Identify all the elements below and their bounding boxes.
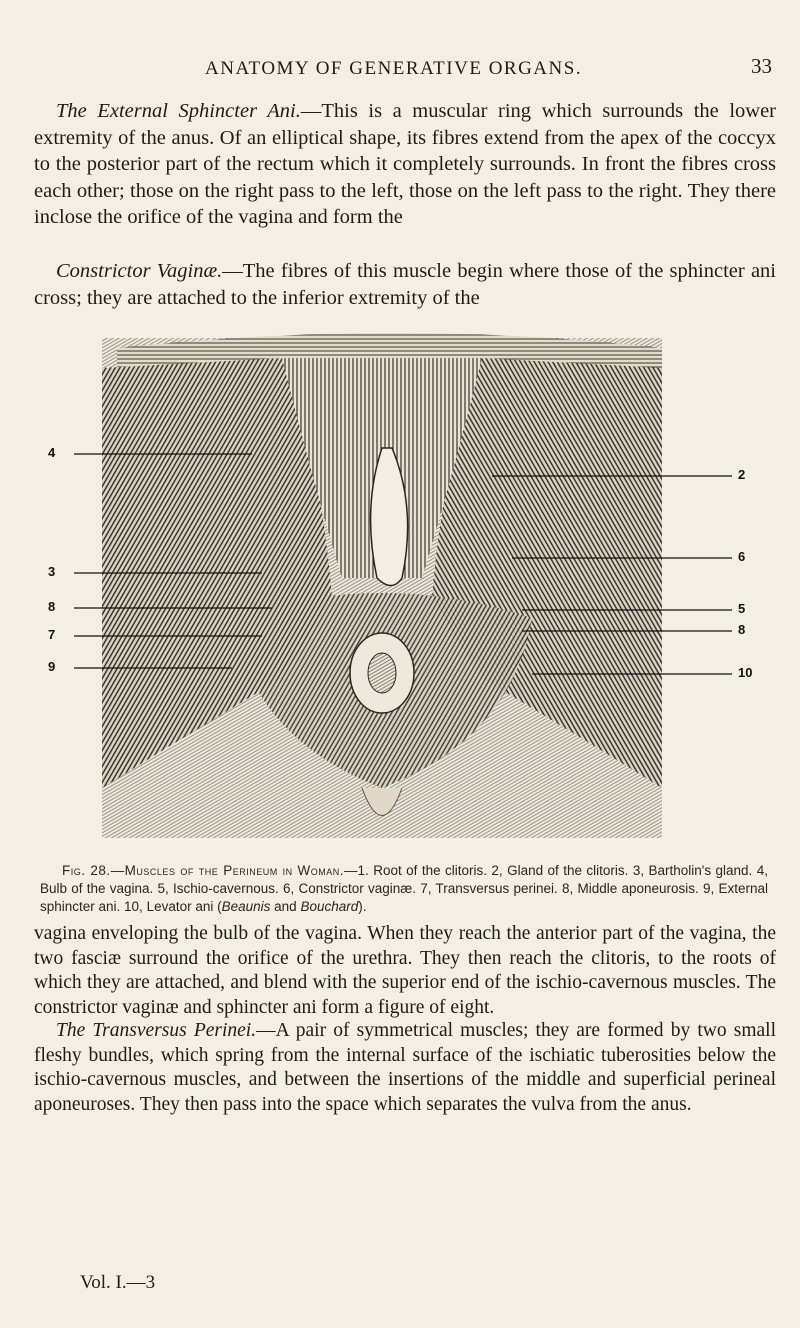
- figure-label-4: 4: [48, 445, 56, 460]
- figure-label-3: 3: [48, 564, 56, 579]
- figure-caption: [40, 862, 768, 916]
- figure-label-10: 10: [738, 665, 753, 680]
- paragraph-transversus-perinei: [34, 1019, 776, 1117]
- term-sphincter-ani: The External Sphincter Ani.: [56, 100, 301, 122]
- figure-label-6: 6: [738, 549, 746, 564]
- figure-label-2: 2: [738, 467, 746, 482]
- caption-credit-end: ).: [358, 899, 367, 914]
- page-header: [0, 54, 800, 88]
- running-head: ANATOMY OF GENERATIVE ORGANS.: [205, 58, 583, 79]
- figure-label-7: 7: [48, 627, 56, 642]
- caption-figure-id: Fig. 28.—Muscles of the Perineum in Woman.: [62, 863, 345, 878]
- caption-credit-1: Beaunis: [221, 899, 271, 914]
- caption-body: —1. Root of the clitoris. 2, Gland of the clitoris. 3, Bartholin's gland. 4, Bulb of the vagina. 5, Ischio-cavernous. 6, Constrictor vaginæ. 7, Transversus perinei. 8, Middle aponeurosis. 9, External sphincter ani. 10, Levator ani (: [40, 863, 768, 914]
- figure-label-9: 9: [48, 659, 56, 674]
- figure-label-8-left: 8: [48, 599, 56, 614]
- paragraph-text: —This is a muscular ring which surrounds the lower extremity of the anus. Of an elliptical shape, its fibres extend from the apex of the coccyx to the posterior part of the rectum which it completely surrounds. In front the fibres cross each other; those on the right pass to the left, those on the left pass to the right. They there inclose the orifice of the vagina and form the: [34, 100, 776, 228]
- term-constrictor-vaginae: Constrictor Vaginæ.: [56, 260, 223, 282]
- paragraph-text: vagina enveloping the bulb of the vagina. When they reach the anterior part of the vagina, the two fasciæ surround the orifice of the urethra. They then reach the clitoris, to the roots of which they are attached, and blend with the superior end of the ischio-cavernous muscles. The constrictor vaginæ and sphincter ani form a figure of eight.: [34, 923, 776, 1018]
- figure-label-5: 5: [738, 601, 746, 616]
- caption-credit-and: and: [270, 899, 301, 914]
- caption-credit-2: Bouchard: [300, 899, 359, 914]
- paragraph-text: —The fibres of this muscle begin where those of the sphincter ani cross; they are attached to the inferior extremity of the: [34, 260, 776, 309]
- term-transversus-perinei: The Transversus Perinei.: [56, 1020, 257, 1041]
- perineum-engraving: [32, 318, 772, 858]
- paragraph-vagina: [34, 922, 776, 1020]
- figure-label-8-right: 8: [738, 622, 746, 637]
- paragraph-constrictor-vaginae: [34, 258, 776, 311]
- paragraph-text: —A pair of symmetrical muscles; they are formed by two small fleshy bundles, which spring from the internal surface of the ischiatic tuberosities below the ischio-cavernous muscles, and between the insertions of the middle and superficial perineal aponeuroses. They then pass into the space which separates the vulva from the anus.: [34, 1020, 776, 1115]
- page-number: 33: [751, 54, 772, 78]
- volume-signature: Vol. I.—3: [80, 1272, 156, 1293]
- paragraph-sphincter-ani: [34, 98, 776, 231]
- anatomical-figure: [32, 318, 772, 858]
